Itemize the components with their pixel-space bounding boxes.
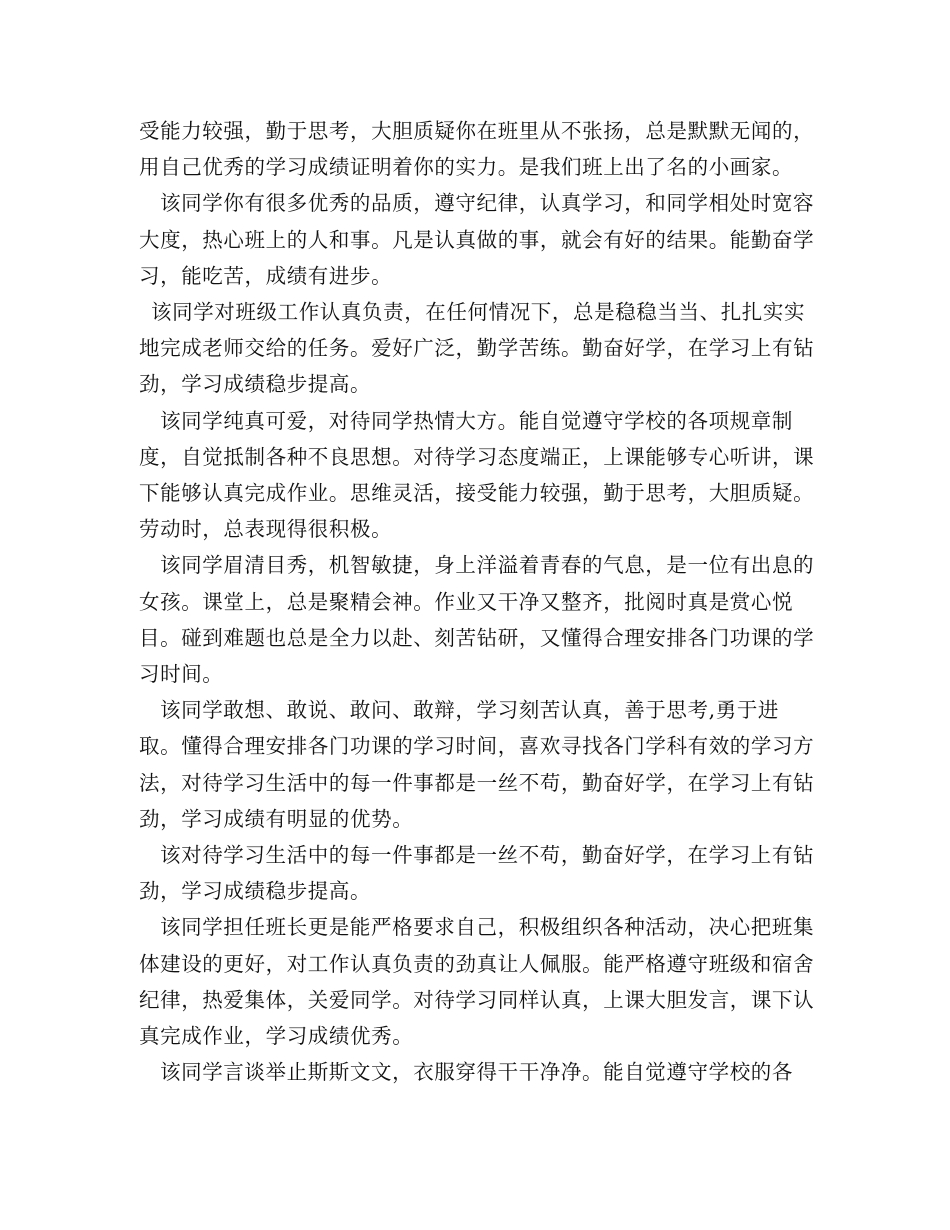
paragraph-1: 受能力较强，勤于思考，大胆质疑你在班里从不张扬，总是默默无闻的，用自己优秀的学习成绩证明着你的实力。是我们班上出了名的小画家。 [139,119,815,180]
paragraph-2: 该同学你有很多优秀的品质，遵守纪律，认真学习，和同学相处时宽容大度，热心班上的人和事。凡是认真做的事，就会有好的结果。能勤奋学习，能吃苦，成绩有进步。 [139,191,815,288]
paragraph-7: 该对待学习生活中的每一件事都是一丝不苟，勤奋好学，在学习上有钻劲，学习成绩稳步提高。 [139,843,815,904]
paragraph-4: 该同学纯真可爱，对待同学热情大方。能自觉遵守学校的各项规章制度，自觉抵制各种不良思想。对待学习态度端正，上课能够专心听讲，课下能够认真完成作业。思维灵活，接受能力较强，勤于思考，大胆质疑。劳动时，总表现得很积极。 [139,408,815,542]
paragraph-9: 该同学言谈举止斯斯文文，衣服穿得干干净净。能自觉遵守学校的各 [160,1060,793,1085]
paragraph-3: 该同学对班级工作认真负责，在任何情况下，总是稳稳当当、扎扎实实地完成老师交给的任务。爱好广泛，勤学苦练。勤奋好学，在学习上有钻劲，学习成绩稳步提高。 [139,300,815,397]
paragraph-6: 该同学敢想、敢说、敢问、敢辩，学习刻苦认真，善于思考,勇于进取。懂得合理安排各门功课的学习时间，喜欢寻找各门学科有效的学习方法，对待学习生活中的每一件事都是一丝不苟，勤奋好学，在学习上有钻劲，学习成绩有明显的优势。 [139,698,815,831]
paragraph-5: 该同学眉清目秀，机智敏捷，身上洋溢着青春的气息，是一位有出息的女孩。课堂上，总是聚精会神。作业又干净又整齐，批阅时真是赏心悦目。碰到难题也总是全力以赴、刻苦钻研，又懂得合理安排各门功课的学习时间。 [139,553,815,687]
document-body [139,113,819,1090]
paragraph-8: 该同学担任班长更是能严格要求自己，积极组织各种活动，决心把班集体建设的更好，对工作认真负责的劲真让人佩服。能严格遵守班级和宿舍纪律，热爱集体，关爱同学。对待学习同样认真，上课大胆发言，课下认真完成作业，学习成绩优秀。 [139,915,815,1049]
